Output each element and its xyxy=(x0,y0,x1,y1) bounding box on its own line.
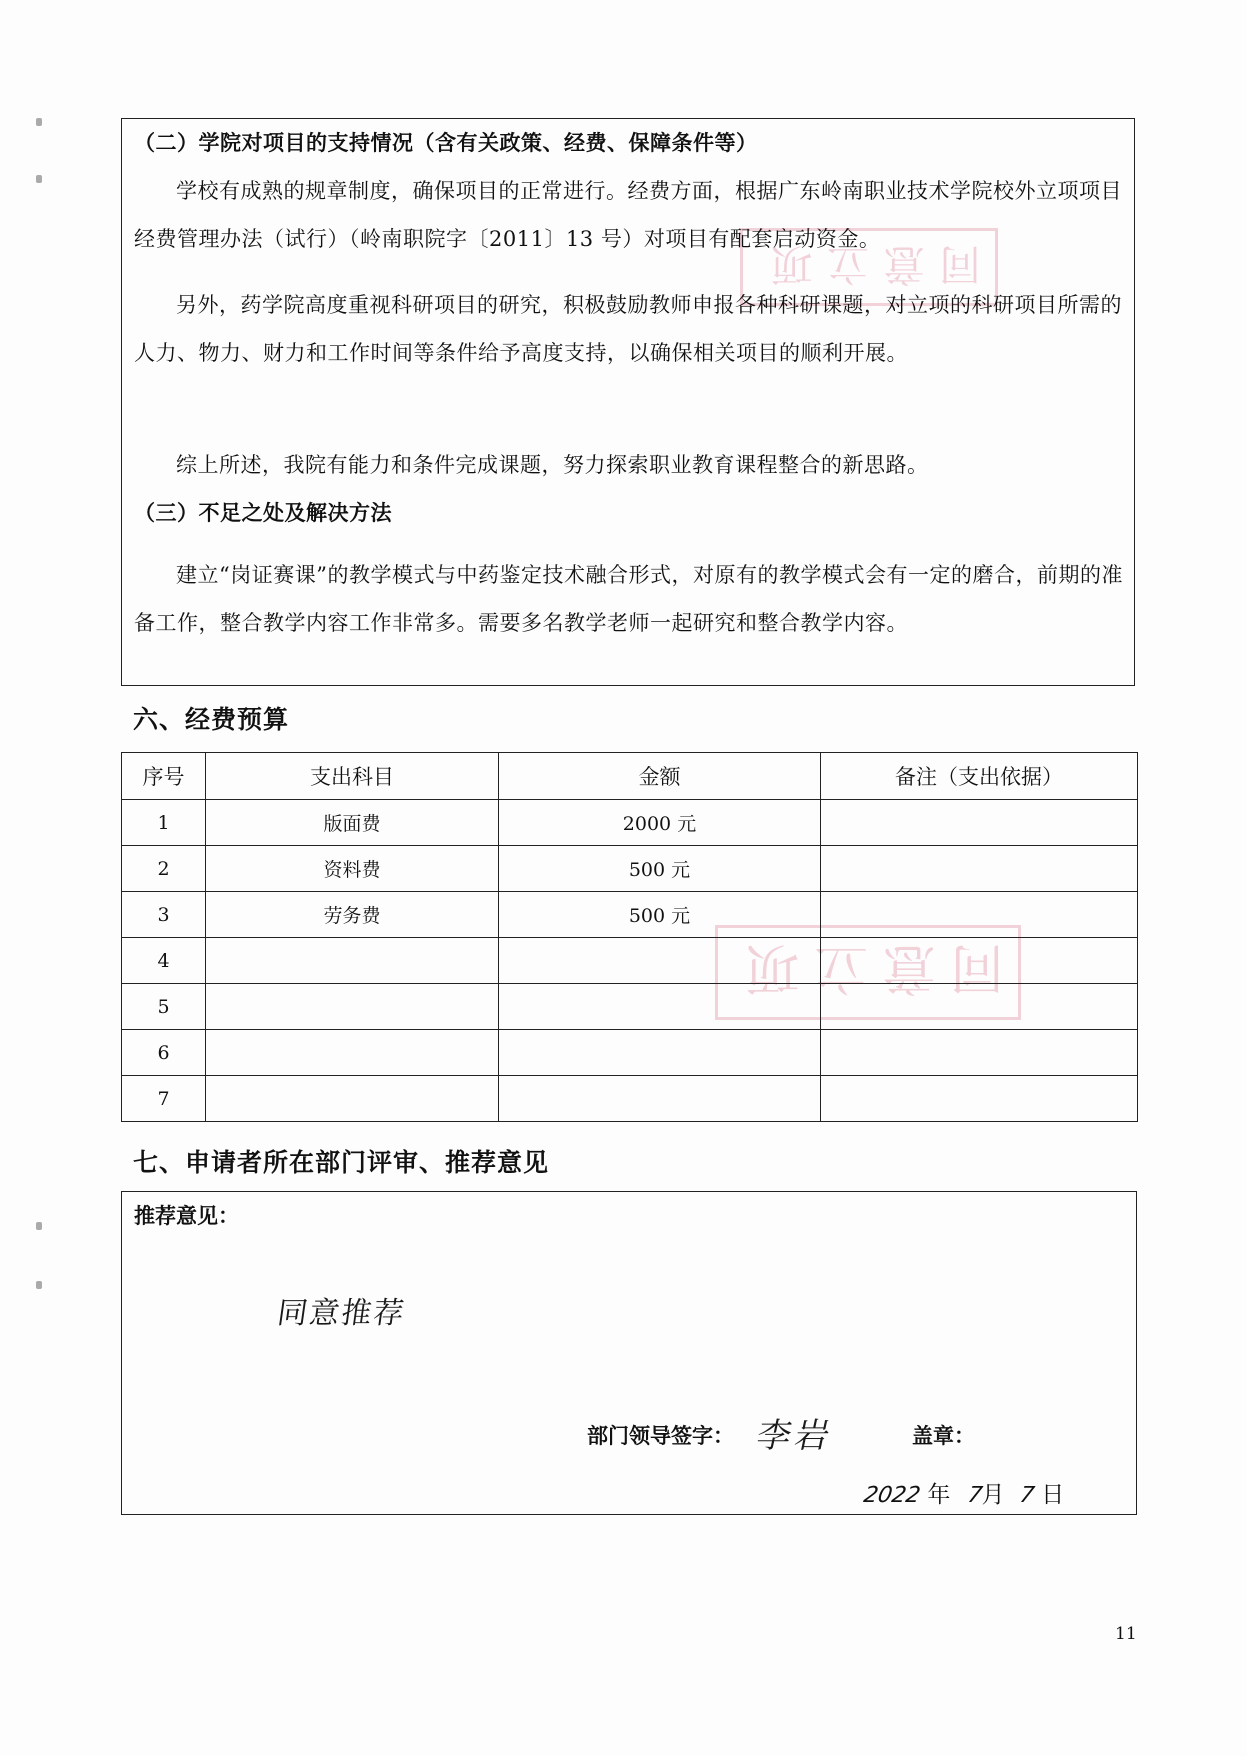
table-header-row xyxy=(122,753,1138,800)
row-remark xyxy=(821,892,1138,938)
budget-table xyxy=(121,752,1138,1122)
recommendation-label: 推荐意见： xyxy=(134,1204,239,1228)
table-row xyxy=(122,1030,1138,1076)
header-amount: 金额 xyxy=(499,753,821,800)
row-item xyxy=(206,1030,499,1076)
row-item: 版面费 xyxy=(206,800,499,846)
header-index: 序号 xyxy=(122,753,206,800)
review-box xyxy=(121,1191,1137,1515)
row-index: 6 xyxy=(122,1030,206,1076)
row-item xyxy=(206,938,499,984)
leader-signature: 李岩 xyxy=(753,1416,838,1456)
header-remark: 备注（支出依据） xyxy=(821,753,1138,800)
page-number: 11 xyxy=(1115,1624,1137,1644)
row-item xyxy=(206,984,499,1030)
table-row xyxy=(122,892,1138,938)
date-year: 2022 xyxy=(861,1483,923,1508)
table-row xyxy=(122,846,1138,892)
scan-mark xyxy=(36,118,42,126)
table-row xyxy=(122,984,1138,1030)
row-remark xyxy=(821,984,1138,1030)
shortcomings-paragraph: 建立“岗证赛课”的教学模式与中药鉴定技术融合形式，对原有的教学模式会有一定的磨合，前期的准备工作，整合教学内容工作非常多。需要多名教学老师一起研究和整合教学内容。 xyxy=(134,563,1123,635)
budget-section-title: 六、经费预算 xyxy=(133,705,290,734)
support-paragraph-2: 另外，药学院高度重视科研项目的研究，积极鼓励教师申报各种科研课题，对立项的科研项目所需的人力、物力、财力和工作时间等条件给予高度支持，以确保相关项目的顺利开展。 xyxy=(134,293,1122,365)
approval-stamp: 同意立项 xyxy=(740,228,998,306)
row-item: 劳务费 xyxy=(206,892,499,938)
row-remark xyxy=(821,846,1138,892)
scan-mark xyxy=(36,1222,42,1230)
approval-stamp: 同意立项 xyxy=(715,925,1021,1020)
row-item xyxy=(206,1076,499,1122)
row-remark xyxy=(821,938,1138,984)
row-amount xyxy=(499,984,821,1030)
date-month: 7 xyxy=(965,1483,984,1508)
date-year-unit: 年 xyxy=(927,1482,951,1508)
date-day: 7 xyxy=(1017,1483,1037,1508)
row-index: 1 xyxy=(122,800,206,846)
row-amount xyxy=(499,938,821,984)
row-index: 4 xyxy=(122,938,206,984)
row-index: 7 xyxy=(122,1076,206,1122)
row-item: 资料费 xyxy=(206,846,499,892)
review-section-title: 七、申请者所在部门评审、推荐意见 xyxy=(133,1148,550,1177)
scan-mark xyxy=(36,1281,42,1289)
date-day-unit: 日 xyxy=(1041,1482,1065,1508)
shortcomings-heading: （三）不足之处及解决方法 xyxy=(134,501,392,525)
scan-mark xyxy=(36,175,42,183)
row-index: 2 xyxy=(122,846,206,892)
row-amount: 500 元 xyxy=(499,846,821,892)
row-amount xyxy=(499,1030,821,1076)
support-heading: （二）学院对项目的支持情况（含有关政策、经费、保障条件等） xyxy=(134,131,758,155)
row-remark xyxy=(821,1076,1138,1122)
date-month-unit: 月 xyxy=(981,1482,1005,1508)
handwritten-opinion: 同意推荐 xyxy=(275,1296,408,1331)
seal-label: 盖章： xyxy=(912,1424,975,1448)
row-index: 5 xyxy=(122,984,206,1030)
row-amount xyxy=(499,1076,821,1122)
table-row xyxy=(122,800,1138,846)
table-row xyxy=(122,938,1138,984)
row-amount: 500 元 xyxy=(499,892,821,938)
table-row xyxy=(122,1076,1138,1122)
row-index: 3 xyxy=(122,892,206,938)
support-paragraph-1: 学校有成熟的规章制度，确保项目的正常进行。经费方面，根据广东岭南职业技术学院校外立项项目经费管理办法（试行）（岭南职院字〔2011〕13 号）对项目有配套启动资金。 xyxy=(134,179,1122,251)
support-paragraph-3: 综上所述，我院有能力和条件完成课题，努力探索职业教育课程整合的新思路。 xyxy=(176,453,929,477)
row-remark xyxy=(821,1030,1138,1076)
review-date xyxy=(861,1476,1065,1509)
row-remark xyxy=(821,800,1138,846)
support-section-box xyxy=(121,118,1135,686)
leader-signature-label: 部门领导签字： xyxy=(587,1424,734,1448)
row-amount: 2000 元 xyxy=(499,800,821,846)
header-item: 支出科目 xyxy=(206,753,499,800)
